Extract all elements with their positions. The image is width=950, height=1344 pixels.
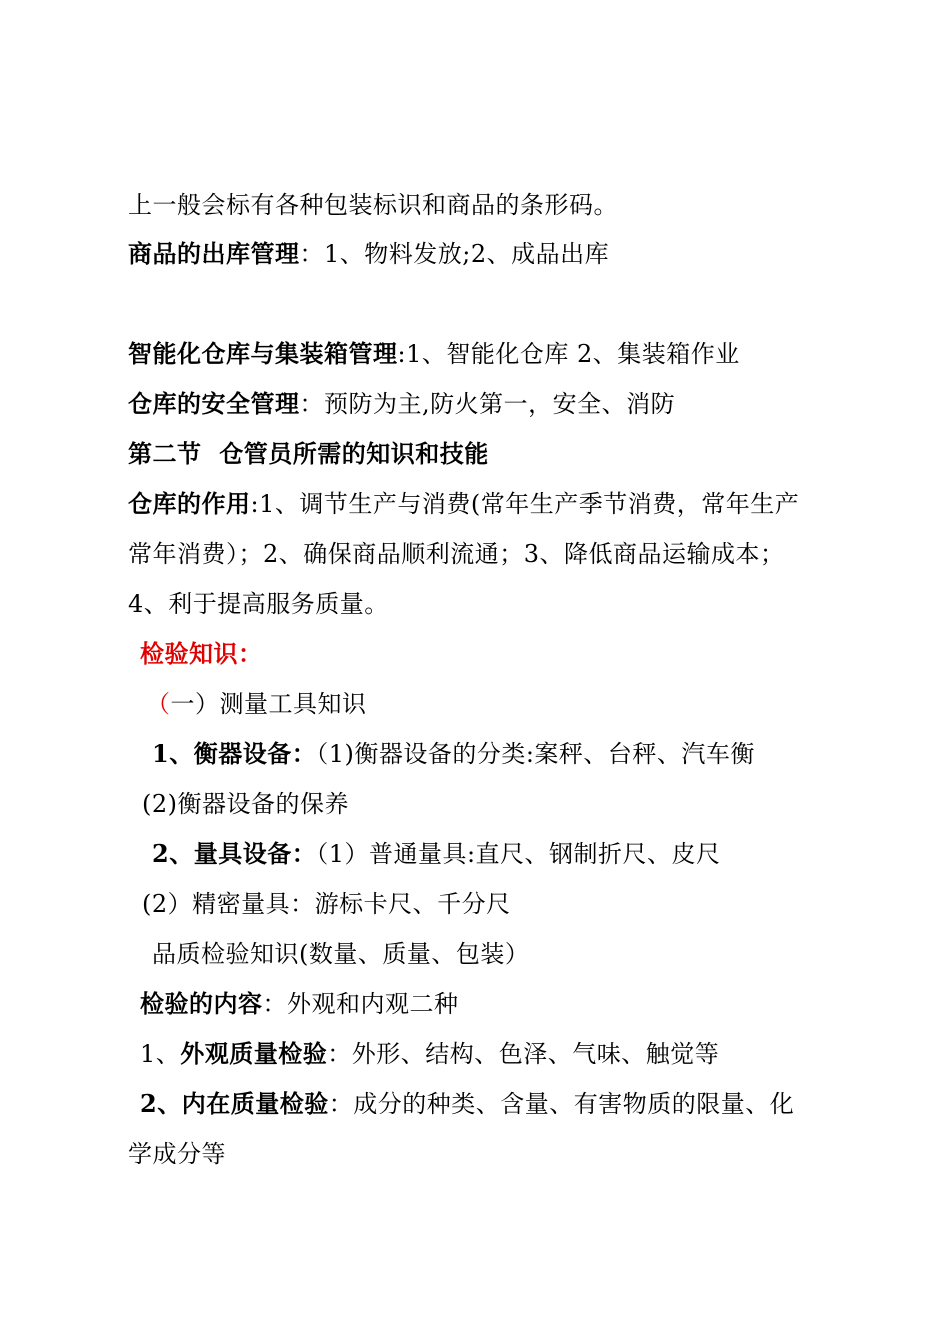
subsection-heading: 检验知识： bbox=[140, 639, 263, 668]
line-heading: 商品的出库管理 bbox=[128, 239, 300, 268]
line-text: 一）测量工具知识 bbox=[170, 690, 367, 718]
line-heading: 2、量具设备： bbox=[152, 839, 317, 868]
line-heading: 2、内在质量检验 bbox=[140, 1089, 329, 1118]
line-heading: 仓库的安全管理 bbox=[128, 389, 300, 418]
line-text: 4、利于提高服务质量。 bbox=[128, 590, 389, 618]
line-text: 上一般会标有各种包装标识和商品的条形码。 bbox=[128, 191, 618, 219]
text-line bbox=[128, 239, 609, 269]
line-text: ：1、物料发放;2、成品出库 bbox=[299, 240, 610, 268]
line-text: :1、智能化仓库 2、集装箱作业 bbox=[397, 340, 740, 368]
text-line bbox=[140, 1089, 794, 1119]
text-line bbox=[128, 1139, 226, 1169]
line-heading: 智能化仓库与集装箱管理 bbox=[128, 339, 398, 368]
line-heading: 外观质量检验 bbox=[180, 1039, 328, 1068]
text-line bbox=[128, 190, 618, 220]
line-text: (2)衡器设备的保养 bbox=[142, 790, 349, 818]
line-text: （1)衡器设备的分类:案秤、台秤、汽车衡 bbox=[316, 740, 755, 768]
line-heading: 仓库的作用 bbox=[128, 489, 251, 518]
subsection-title bbox=[140, 639, 263, 669]
line-text: 常年消费）；2、确保商品顺利流通；3、降低商品运输成本； bbox=[128, 540, 785, 568]
text-line bbox=[152, 739, 755, 769]
line-text: ：外形、结构、色泽、气味、触觉等 bbox=[327, 1040, 720, 1068]
line-heading: 检验的内容 bbox=[140, 989, 263, 1018]
line-text: ：预防为主,防火第一，安全、消防 bbox=[299, 390, 676, 418]
text-line bbox=[152, 839, 721, 869]
line-text: ：成分的种类、含量、有害物质的限量、化 bbox=[328, 1090, 795, 1118]
line-text: 品质检验知识(数量、质量、包装） bbox=[152, 940, 530, 968]
red-bracket: （ bbox=[146, 690, 171, 718]
line-text: (2）精密量具：游标卡尺、千分尺 bbox=[142, 890, 511, 918]
line-prefix: 1、 bbox=[140, 1040, 181, 1068]
text-line bbox=[128, 489, 799, 519]
text-line bbox=[140, 989, 459, 1019]
text-line bbox=[128, 589, 389, 619]
line-heading: 1、衡器设备： bbox=[152, 739, 317, 768]
line-text: :1、调节生产与消费(常年生产季节消费，常年生产 bbox=[250, 490, 800, 518]
text-line bbox=[128, 539, 785, 569]
section-heading: 第二节 仓管员所需的知识和技能 bbox=[128, 439, 489, 468]
line-text: 学成分等 bbox=[128, 1140, 226, 1168]
line-text: ：外观和内观二种 bbox=[262, 990, 459, 1018]
text-line bbox=[142, 789, 349, 819]
section-title bbox=[128, 439, 489, 469]
text-line bbox=[142, 889, 511, 919]
text-line bbox=[146, 689, 367, 719]
text-line bbox=[140, 1039, 719, 1069]
text-line bbox=[128, 389, 675, 419]
line-text: （1）普通量具:直尺、钢制折尺、皮尺 bbox=[316, 840, 721, 868]
text-line bbox=[152, 939, 529, 969]
text-line bbox=[128, 339, 740, 369]
